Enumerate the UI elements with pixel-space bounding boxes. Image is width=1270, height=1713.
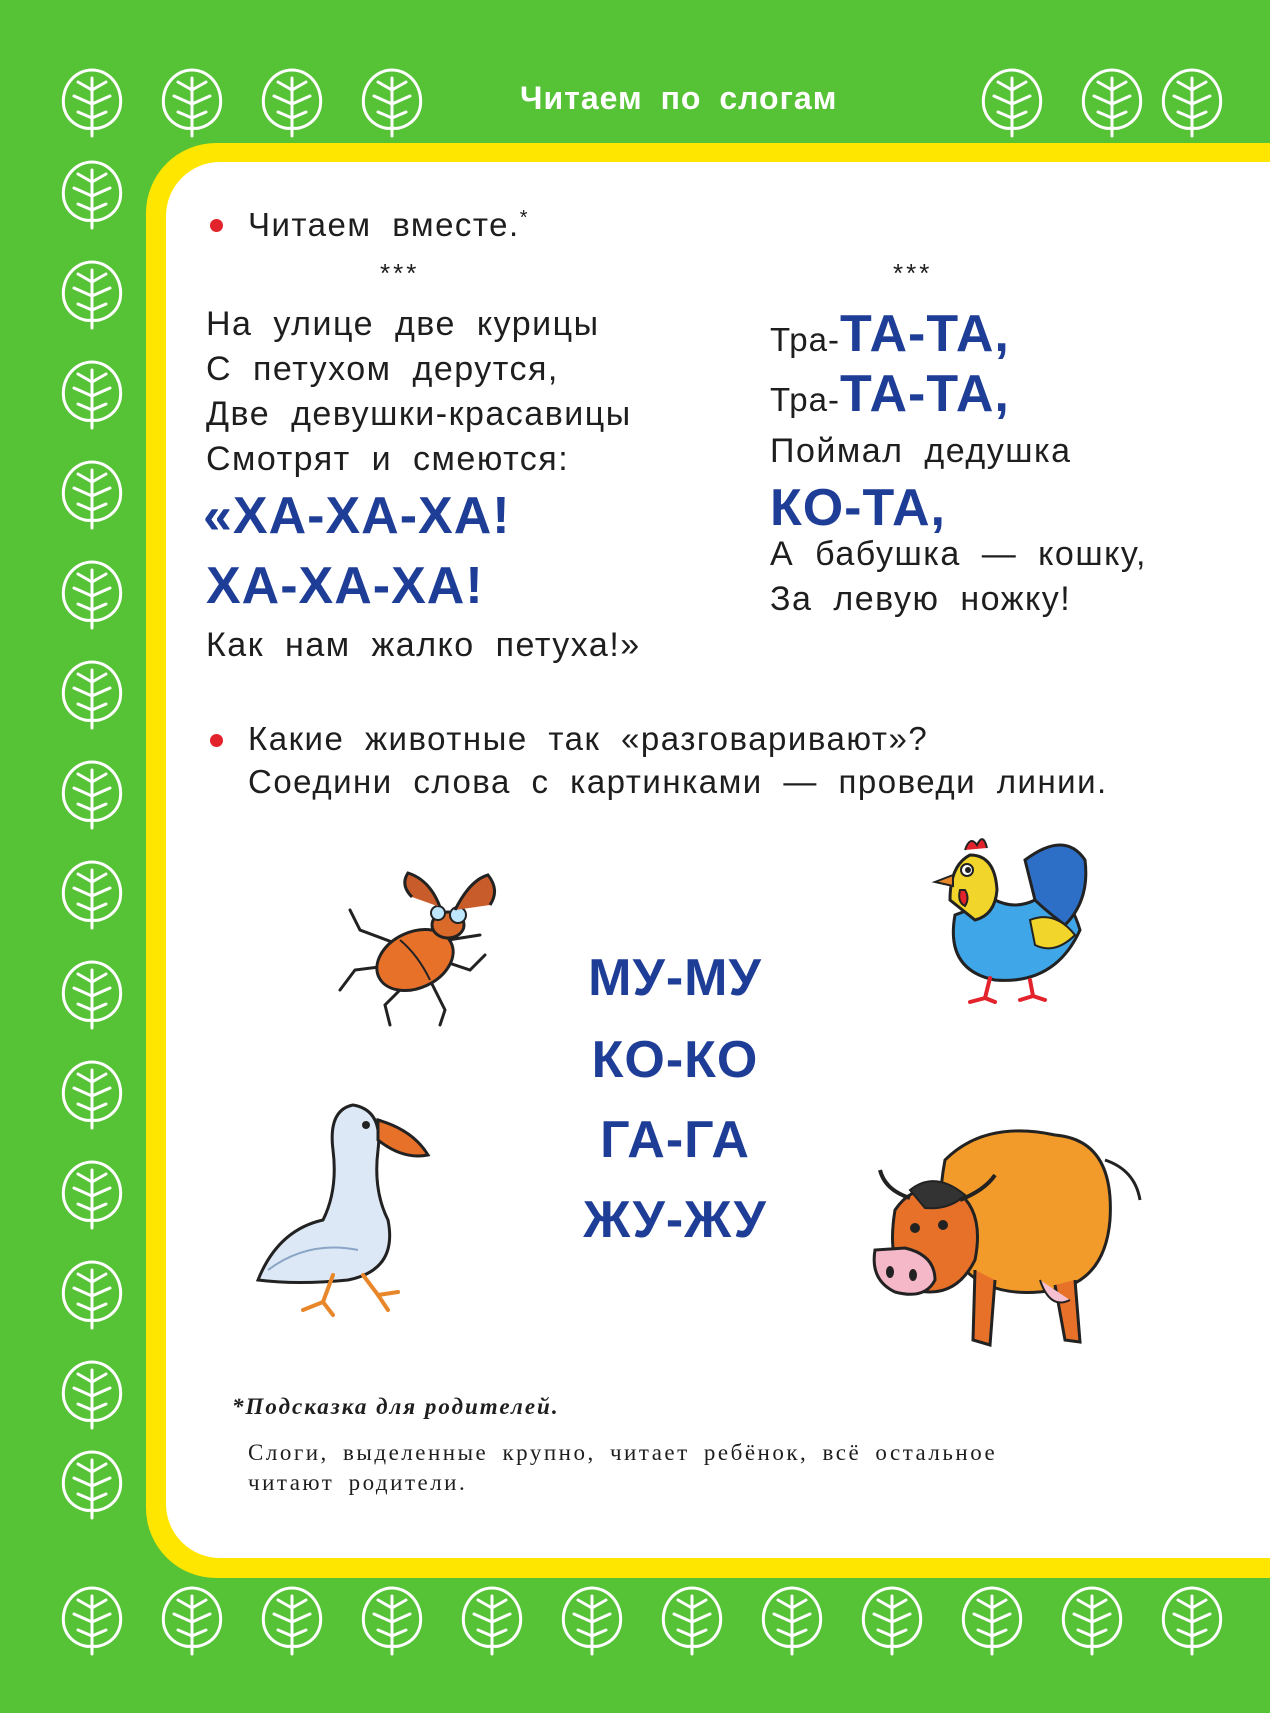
poem-right-big-syllables: КО-ТА, [770, 479, 946, 537]
leaf-border-bottom [52, 1576, 1232, 1662]
sound-ko-ko: КО-КО [591, 1031, 759, 1089]
cow-picture [855, 1100, 1145, 1370]
poem-left-line: Две девушки-красавицы [206, 395, 632, 433]
poem-right-line-2 [770, 364, 1010, 424]
poem-left-big-syllables: ХА-ХА-ХА! [206, 557, 484, 615]
sound-mu-mu: МУ-МУ [588, 949, 762, 1007]
instruction-read-together [248, 206, 529, 244]
poem-right-line-1 [770, 304, 1010, 364]
poem-left-last-line: Как нам жалко петуха!» [206, 626, 641, 664]
poem-left-line: Смотрят и смеются: [206, 440, 570, 478]
goose-picture [238, 1080, 453, 1330]
syllable-prefix: Тра- [770, 381, 840, 418]
poem-right-line-3: Поймал дедушка [770, 432, 1072, 470]
footnote-mark: * [519, 207, 529, 229]
sound-ga-ga: ГА-ГА [600, 1111, 750, 1169]
instruction-text: Читаем вместе. [248, 206, 520, 243]
beetle-picture [330, 855, 510, 1030]
hint-line: читают родители. [248, 1470, 468, 1495]
hint-line: Слоги, выделенные крупно, читает ребёнок, всё остальное [248, 1440, 998, 1465]
hint-title: *Подсказка для родителей. [232, 1394, 560, 1419]
poem-right-line-5: А бабушка — кошку, [770, 535, 1147, 573]
big-syllables: ТА-ТА, [840, 365, 1010, 423]
task-text: Соедини слова с картинками — проведи линии. [248, 763, 1108, 800]
poem-left-line: На улице две курицы [206, 305, 600, 343]
bullet-dot [210, 734, 223, 747]
question-text: Какие животные так «разговаривают»? [248, 720, 929, 757]
bullet-dot [210, 219, 223, 232]
page-title: Читаем по слогам [520, 80, 838, 116]
syllable-prefix: Тра- [770, 321, 840, 358]
poem-left-line: С петухом дерутся, [206, 350, 559, 388]
sound-zhu-zhu: ЖУ-ЖУ [583, 1191, 767, 1249]
hen-picture [915, 820, 1095, 1005]
poem-left-stars: *** [380, 258, 420, 288]
poem-right-stars: *** [893, 258, 933, 288]
poem-left-big-syllables: «ХА-ХА-ХА! [203, 487, 511, 545]
poem-right-line-6: За левую ножку! [770, 580, 1072, 618]
leaf-border-left [52, 150, 138, 1520]
big-syllables: ТА-ТА, [840, 305, 1010, 363]
